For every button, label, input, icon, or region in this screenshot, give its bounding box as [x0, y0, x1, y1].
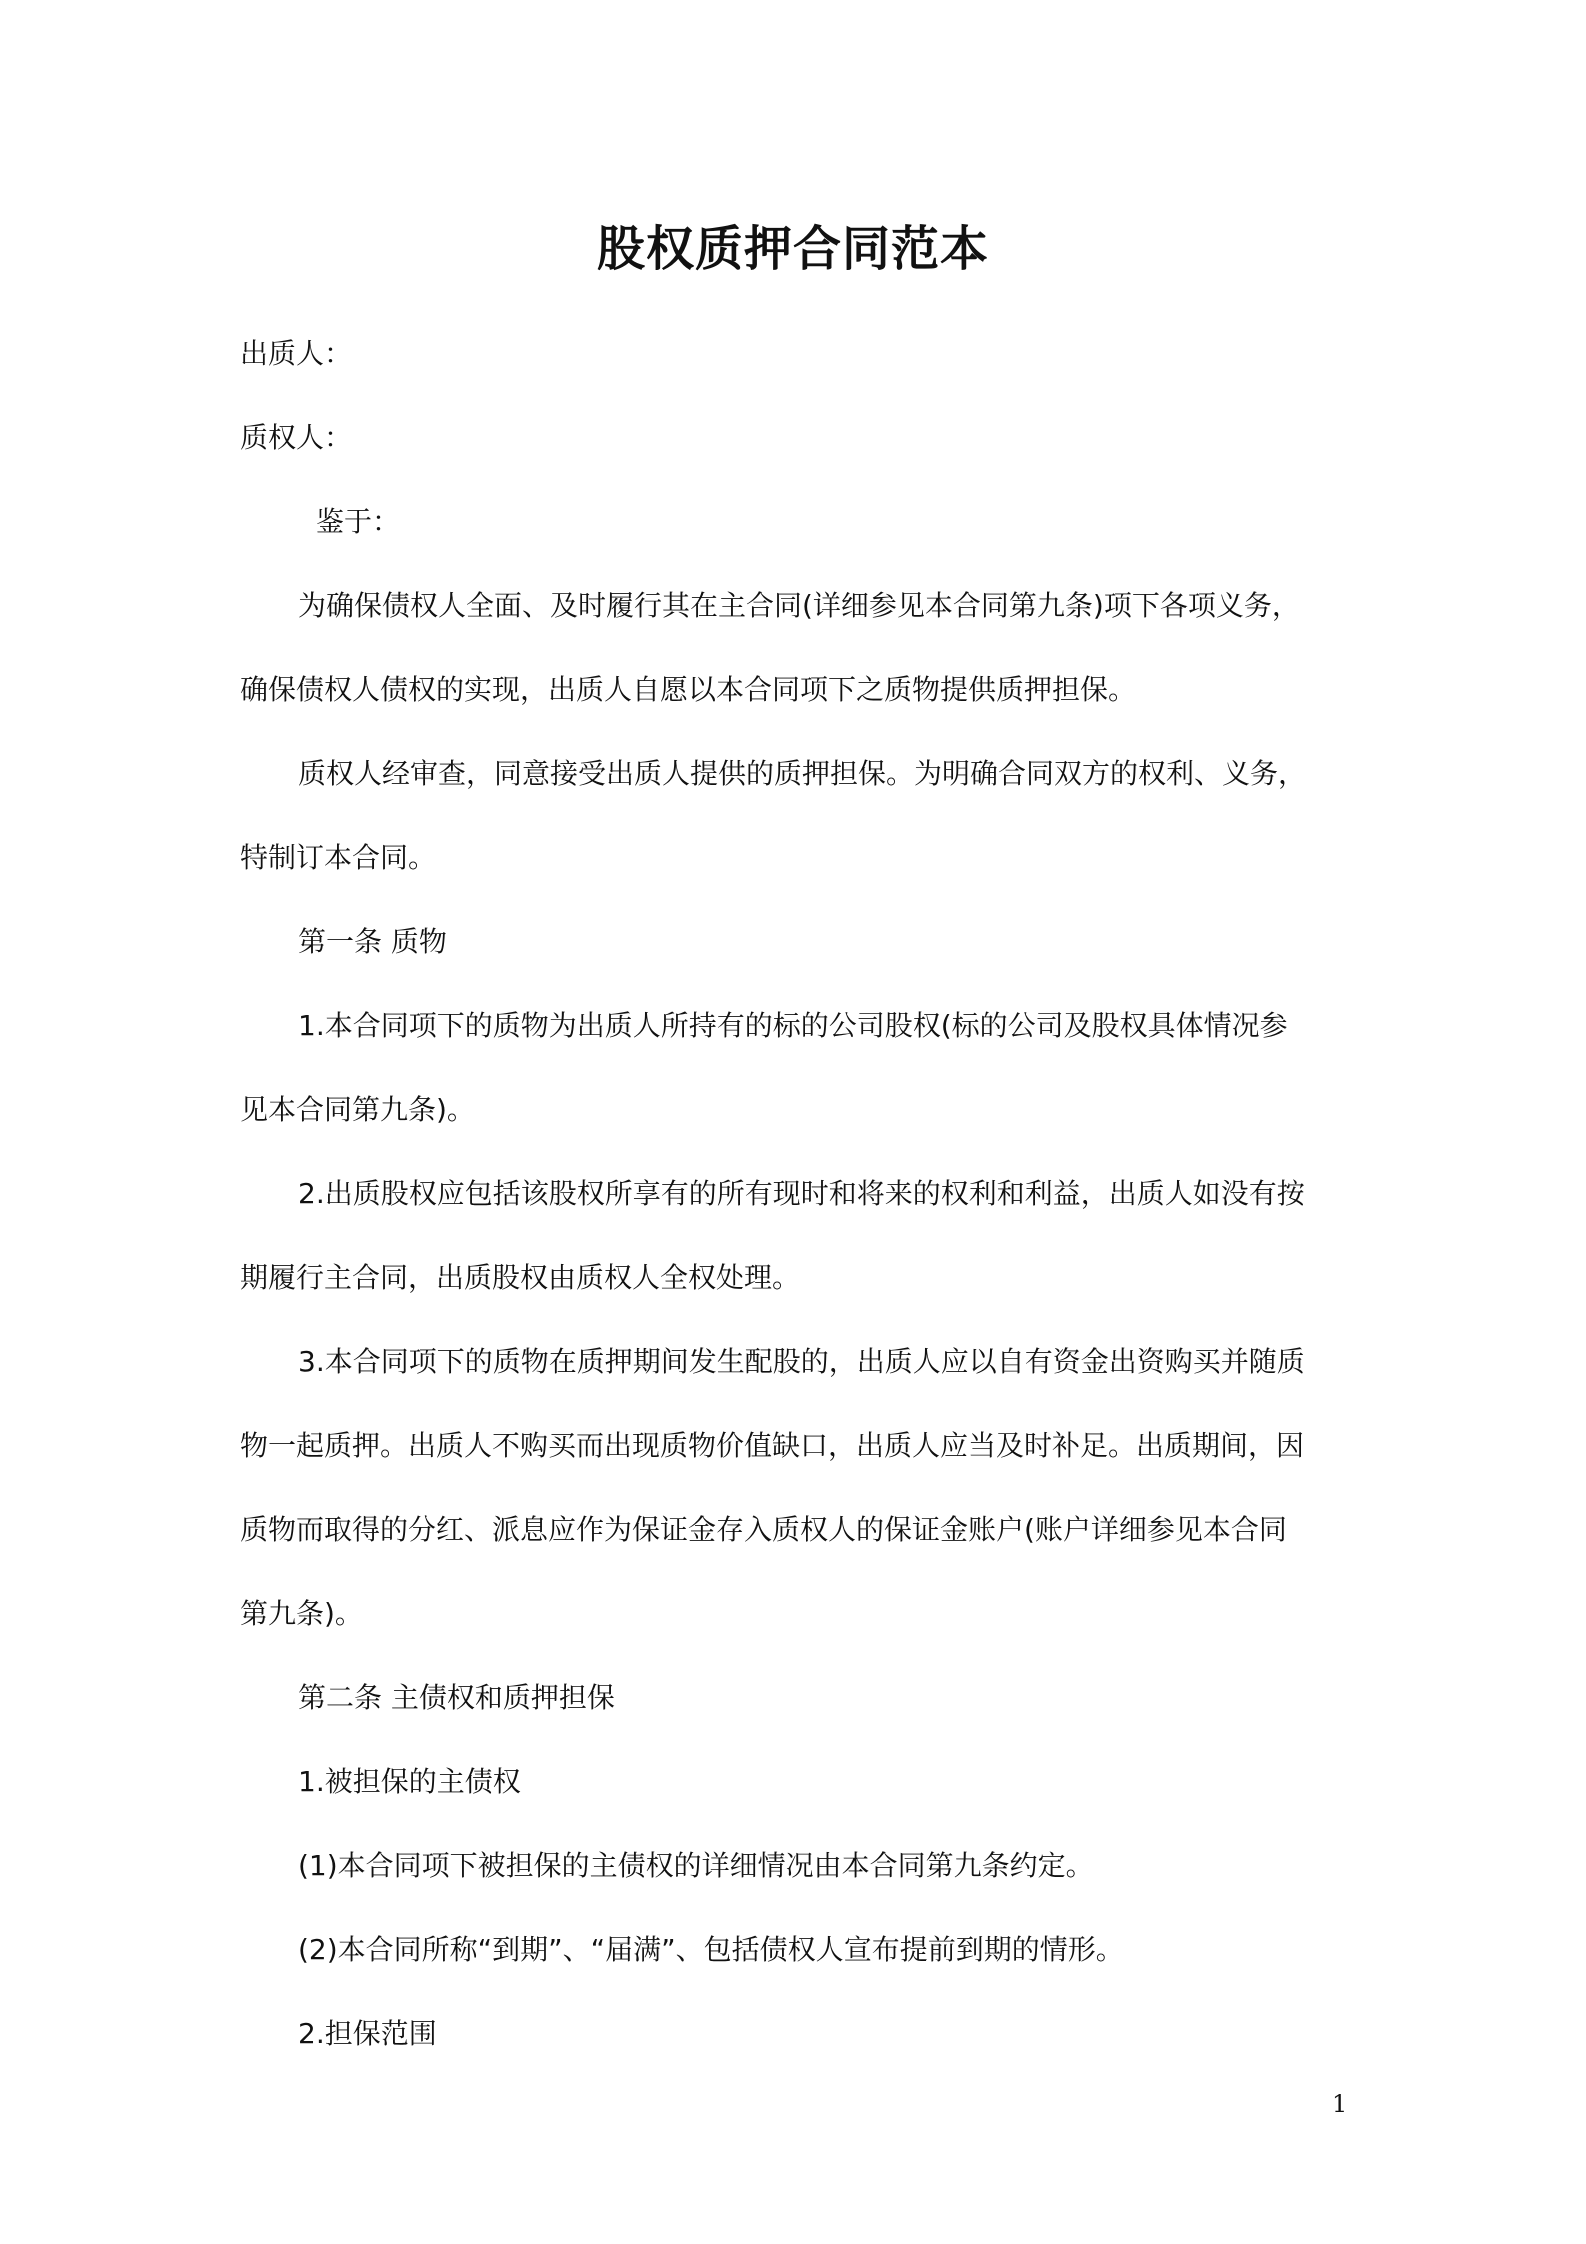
- paragraph-line: 期履行主合同，出质股权由质权人全权处理。: [240, 1261, 801, 1294]
- section-heading: 2.担保范围: [298, 2017, 437, 2050]
- article-heading: 第一条 质物: [298, 925, 447, 958]
- paragraph-line: 特制订本合同。: [240, 841, 437, 874]
- paragraph-line: 见本合同第九条)。: [240, 1093, 475, 1126]
- pledgee-line: 质权人：: [240, 421, 353, 454]
- document-title: 股权质押合同范本: [596, 221, 989, 277]
- paragraph-line: 物一起质押。出质人不购买而出现质物价值缺口，出质人应当及时补足。出质期间，因: [240, 1429, 1305, 1462]
- paragraph-line: (1)本合同项下被担保的主债权的详细情况由本合同第九条约定。: [298, 1849, 1094, 1882]
- paragraph-line: 确保债权人债权的实现，出质人自愿以本合同项下之质物提供质押担保。: [240, 673, 1137, 706]
- paragraph-line: (2)本合同所称“到期”、“届满”、包括债权人宣布提前到期的情形。: [298, 1933, 1124, 1966]
- paragraph-line: 2.出质股权应包括该股权所享有的所有现时和将来的权利和利益，出质人如没有按: [298, 1177, 1305, 1210]
- paragraph-line: 质权人经审查，同意接受出质人提供的质押担保。为明确合同双方的权利、义务，: [298, 757, 1307, 790]
- paragraph-line: 第九条)。: [240, 1597, 363, 1630]
- paragraph-line: 3.本合同项下的质物在质押期间发生配股的，出质人应以自有资金出资购买并随质: [298, 1345, 1305, 1378]
- whereas-line: 鉴于：: [316, 505, 401, 538]
- paragraph-line: 1.本合同项下的质物为出质人所持有的标的公司股权(标的公司及股权具体情况参: [298, 1009, 1288, 1042]
- section-heading: 1.被担保的主债权: [298, 1765, 521, 1798]
- page-number: 1: [1332, 2090, 1348, 2118]
- pledgor-line: 出质人：: [240, 337, 353, 370]
- paragraph-line: 为确保债权人全面、及时履行其在主合同(详细参见本合同第九条)项下各项义务，: [298, 589, 1300, 622]
- paragraph-line: 质物而取得的分红、派息应作为保证金存入质权人的保证金账户(账户详细参见本合同: [240, 1513, 1287, 1546]
- article-heading: 第二条 主债权和质押担保: [298, 1681, 615, 1714]
